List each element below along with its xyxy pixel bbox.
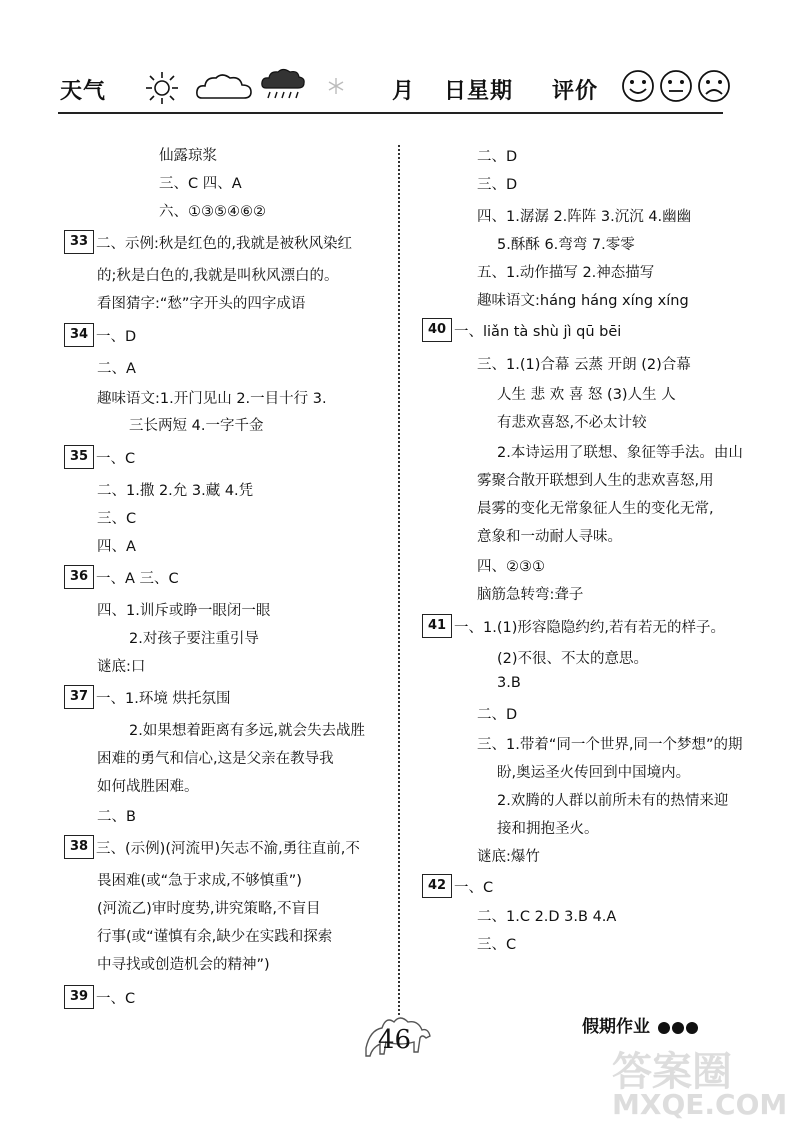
sad-face-icon (696, 68, 732, 104)
cloud-icon (194, 70, 254, 104)
answer-line: 2.如果想着距离有多远,就会失去战胜 (129, 723, 365, 739)
question-number-box: 34 (64, 323, 94, 347)
answer-line: 趣味语文:1.开门见山 2.一目十行 3. (97, 391, 327, 407)
answer-line: 看图猜字:“愁”字开头的四字成语 (97, 296, 306, 312)
answer-line: 二、B (97, 809, 136, 825)
answer-line: 六、①③⑤④⑥② (159, 204, 266, 220)
answer-line: 趣味语文:háng háng xíng xíng (477, 293, 689, 309)
answer-line: 一、C (454, 880, 494, 896)
answer-line: 盼,奥运圣火传回到中国境内。 (497, 765, 691, 781)
answer-line: 3.B (497, 675, 521, 691)
answer-line: 5.酥酥 6.弯弯 7.零零 (497, 237, 635, 253)
answer-line: 二、A (97, 361, 136, 377)
answer-line: 二、D (477, 707, 518, 723)
answer-line: 二、1.撒 2.允 3.藏 4.凭 (97, 483, 254, 499)
answer-line: (2)不很、不太的意思。 (497, 651, 649, 667)
question-number-box: 38 (64, 835, 94, 859)
answer-line: 四、A (97, 539, 136, 555)
answer-line: 一、A 三、C (96, 571, 179, 587)
dot-icon (672, 1022, 684, 1034)
answer-line: 如何战胜困难。 (97, 779, 199, 795)
question-number-box: 37 (64, 685, 94, 709)
watermark-logo: 答案圈 (612, 1049, 732, 1095)
answer-line: 三、(示例)(河流甲)矢志不渝,勇往直前,不 (96, 841, 360, 857)
answer-line: 二、1.C 2.D 3.B 4.A (477, 909, 617, 925)
day-weekday-label: 日星期 (444, 78, 514, 104)
answer-line: 雾聚合散开联想到人生的悲欢喜怒,用 (477, 473, 714, 489)
answer-line: 谜底:爆竹 (477, 849, 540, 865)
answer-line: 2.对孩子要注重引导 (129, 631, 259, 647)
watermark-url: MXQE.COM (612, 1088, 787, 1121)
question-number-box: 41 (422, 614, 452, 638)
series-label: 假期作业 (582, 1017, 650, 1037)
answer-line: 三长两短 4.一字千金 (129, 418, 264, 434)
series-footer (582, 1012, 698, 1037)
answer-line: 晨雾的变化无常象征人生的变化无常, (477, 501, 714, 517)
answer-line: 人生 悲 欢 喜 怒 (3)人生 人 (497, 387, 676, 403)
page-number: 46 (378, 1025, 412, 1055)
dot-icon (686, 1022, 698, 1034)
happy-face-icon (620, 68, 656, 104)
answer-line: 三、C 四、A (159, 176, 242, 192)
answer-line: 一、liǎn tà shù jì qū bēi (454, 324, 622, 340)
answer-line: 脑筋急转弯:聋子 (477, 587, 584, 603)
rating-label: 评价 (552, 78, 599, 104)
month-label: 月 (392, 78, 416, 104)
header-rule (58, 112, 723, 114)
answer-line: 二、D (477, 149, 518, 165)
weather-label: 天气 (60, 78, 107, 104)
question-number-box: 40 (422, 318, 452, 342)
answer-line: 行事(或“谨慎有余,缺少在实践和探索 (97, 929, 333, 945)
question-number-box: 42 (422, 874, 452, 898)
answer-line: 四、②③① (477, 559, 545, 575)
neutral-face-icon (658, 68, 694, 104)
answer-line: 2.本诗运用了联想、象征等手法。由山 (497, 445, 743, 461)
question-number-box: 39 (64, 985, 94, 1009)
answer-line: 谜底:口 (97, 659, 146, 675)
question-number-box: 33 (64, 230, 94, 254)
answer-line: 三、1.(1)合幕 云蒸 开朗 (2)合幕 (477, 357, 691, 373)
answer-line: 意象和一动耐人寻味。 (477, 529, 622, 545)
answer-line: 五、1.动作描写 2.神态描写 (477, 265, 655, 281)
sun-icon (144, 70, 180, 106)
answer-line: 困难的勇气和信心,这是父亲在教导我 (97, 751, 334, 767)
answer-line: 一、C (96, 991, 136, 1007)
column-divider (398, 145, 400, 1015)
page-header (0, 0, 750, 120)
answer-line: 二、示例:秋是红色的,我就是被秋风染红 (96, 236, 352, 252)
answer-line: 一、1.(1)形容隐隐约约,若有若无的样子。 (454, 620, 725, 636)
answer-line: 三、C (477, 937, 517, 953)
answer-line: 2.欢腾的人群以前所未有的热情来迎 (497, 793, 729, 809)
rain-cloud-icon (260, 66, 306, 106)
answer-line: 接和拥抱圣火。 (497, 821, 599, 837)
dot-icon (658, 1022, 670, 1034)
answer-line: 三、1.带着“同一个世界,同一个梦想”的期 (477, 737, 743, 753)
snow-icon (326, 76, 346, 96)
answer-line: 一、C (96, 451, 136, 467)
answer-line: (河流乙)审时度势,讲究策略,不盲目 (97, 901, 321, 917)
answer-line: 三、D (477, 177, 518, 193)
answer-line: 四、1.潺潺 2.阵阵 3.沉沉 4.幽幽 (477, 209, 692, 225)
answer-line: 一、D (96, 329, 137, 345)
answer-line: 一、1.环境 烘托氛围 (96, 691, 231, 707)
answer-line: 有悲欢喜怒,不必太计较 (497, 415, 647, 431)
answer-line: 三、C (97, 511, 137, 527)
answer-line: 中寻找或创造机会的精神”) (97, 957, 270, 973)
question-number-box: 36 (64, 565, 94, 589)
question-number-box: 35 (64, 445, 94, 469)
answer-line: 畏困难(或“急于求成,不够慎重”) (97, 873, 302, 889)
answer-line: 的;秋是白色的,我就是叫秋风漂白的。 (97, 268, 339, 284)
answer-line: 四、1.训斥或睁一眼闭一眼 (97, 603, 271, 619)
answer-line: 仙露琼浆 (159, 148, 217, 164)
